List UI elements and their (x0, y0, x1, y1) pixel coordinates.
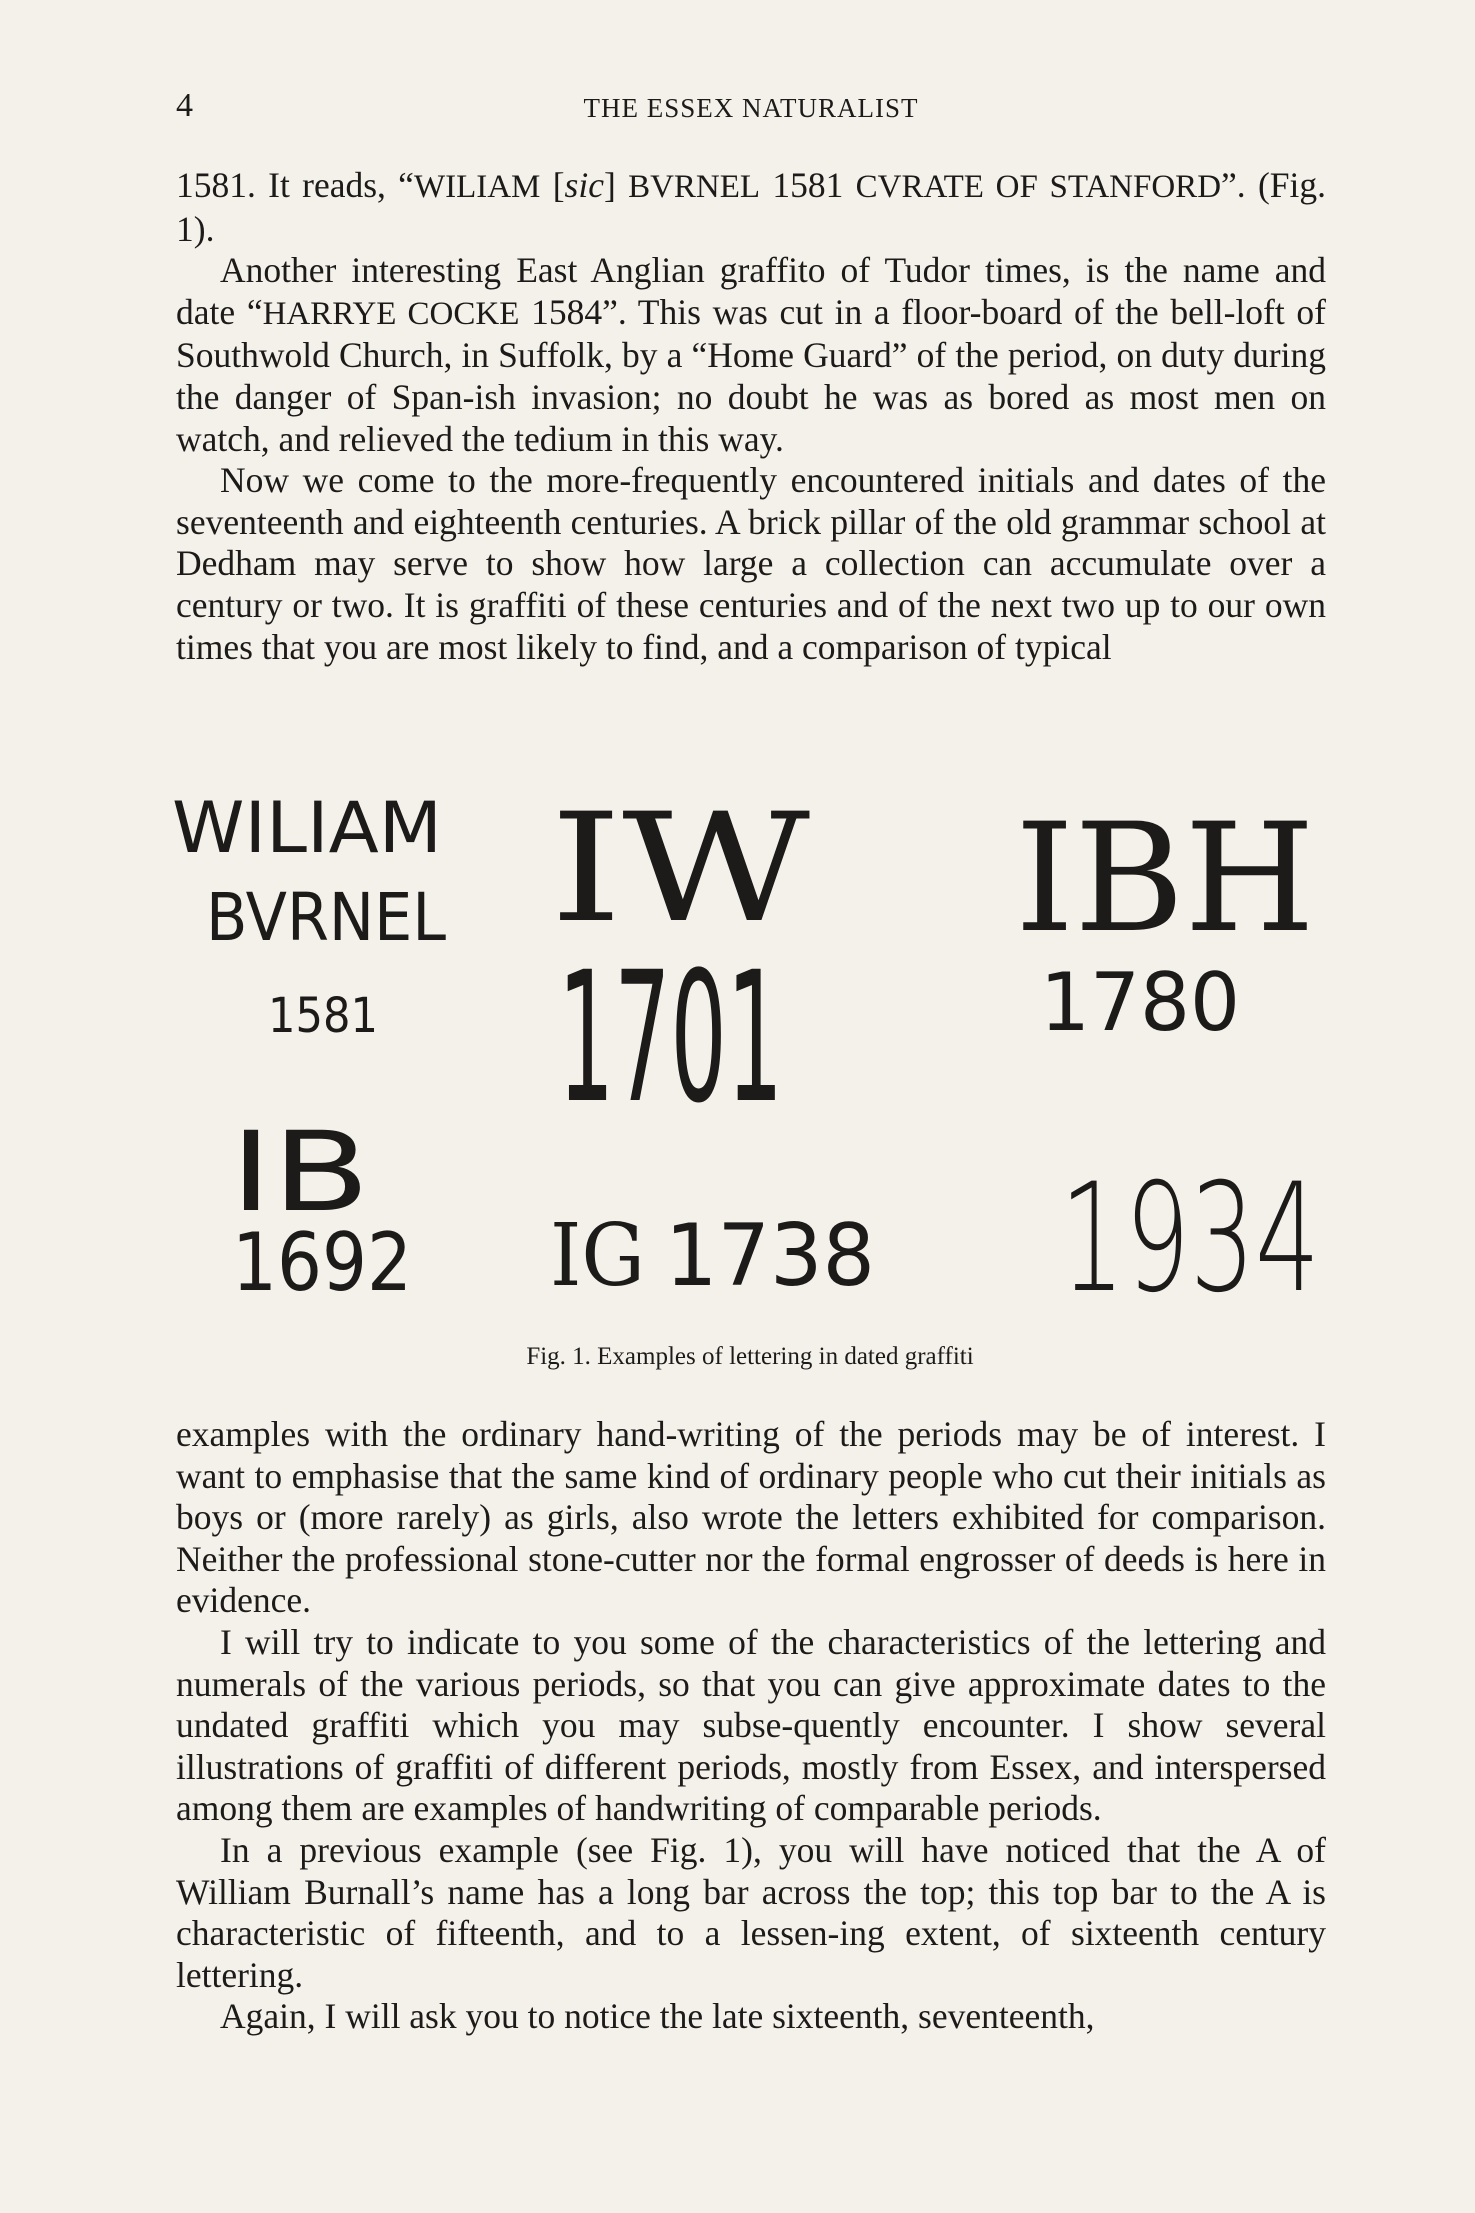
paragraph-continued: examples with the ordinary hand-writing of the periods may be of interest. I want to emphasise that the same kind of ordinary people who cut their initials as boys or (more rarely) as girls, also wrote the letters exhibited for comparison. Neither the professional stone-cutter nor the formal engrosser of deeds is here in evidence. (176, 1414, 1326, 1621)
graffito-year-1692: 1692 (232, 1216, 412, 1309)
small-caps-name: WILIAM (413, 169, 541, 205)
paragraph: Another interesting East Anglian graffito of Tudor times, is the name and date “HARRYE COCKE 1584”. This was cut in a floor-board of the bell-loft of Southwold Church, in Suffolk, by a “Home Guard” of the period, on duty during the danger of Span-ish invasion; no doubt he was as bored as most men on watch, and relieved the tedium in this way. (176, 250, 1326, 459)
paragraph: Now we come to the more-frequently encountered initials and dates of the seventeenth and eighteenth centuries. A brick pillar of the old grammar school at Dedham may serve to show how large a collection can accumulate over a century or two. It is graffiti of these centuries and of the next two up to our own times that you are most likely to find, and a comparison of typical (176, 460, 1326, 667)
graffito-year-1934: 1934 (1060, 1152, 1320, 1326)
graffito-year-1581: 1581 (268, 988, 378, 1044)
graffito-bvrnel: BVRNEL (206, 879, 447, 956)
journal-title: THE ESSEX NATURALIST (583, 93, 919, 123)
figure-caption: Fig. 1. Examples of lettering in dated graffiti (526, 1343, 974, 1370)
graffito-year-1701: 1701 (558, 934, 783, 1143)
paragraph-continued: 1581. It reads, “WILIAM [sic] BVRNEL 1581 CVRATE OF STANFORD”. (Fig. 1). (176, 165, 1326, 249)
graffito-ib: IB (230, 1108, 370, 1236)
graffito-ibh: IBH (1015, 792, 1315, 966)
page-number: 4 (176, 87, 193, 124)
paragraph: I will try to indicate to you some of the characteristics of the lettering and numerals of the various periods, so that you can give approximate dates to the undated graffiti which you may subse-quently encounter. I show several illustrations of graffiti of different periods, mostly from Essex, and interspersed among them are examples of handwriting of comparable periods. (176, 1621, 1326, 1829)
text-block-bottom (176, 1414, 1326, 2038)
graffito-year-1738: 1738 (665, 1206, 875, 1306)
small-caps-title: CVRATE OF STANFORD (855, 169, 1222, 205)
running-head (176, 86, 1326, 136)
graffiti-illustration (150, 770, 1350, 1340)
graffito-year-1780: 1780 (1040, 956, 1240, 1049)
graffito-wiliam: WILIAM (172, 787, 442, 869)
graffito-iw: IW (550, 782, 810, 956)
small-caps-name: HARRYE COCKE (262, 295, 520, 332)
sic-italic: sic (564, 165, 604, 205)
paragraph: In a previous example (see Fig. 1), you will have noticed that the A of William Burnall’s name has a long bar across the top; this top bar to the A is characteristic of fifteenth, and to a lessen-ing extent, of sixteenth century lettering. (176, 1829, 1326, 1995)
graffito-ig: IG (550, 1206, 645, 1306)
small-caps-surname: BVRNEL (628, 169, 761, 205)
figure-graffiti (150, 770, 1350, 1370)
text-block-top (176, 165, 1326, 668)
paragraph: Again, I will ask you to notice the late sixteenth, seventeenth, (220, 1996, 1095, 2037)
